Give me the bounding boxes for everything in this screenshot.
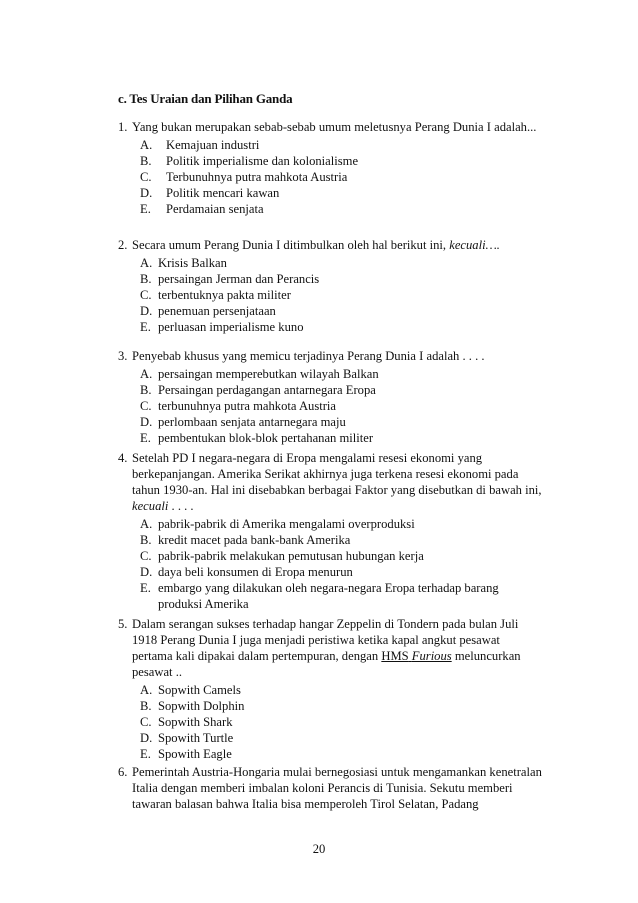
option-e: E. pembentukan blok-blok pertahanan militer (140, 431, 374, 445)
option-a: A. Kemajuan industri (140, 138, 260, 152)
question-number: 1. (118, 120, 128, 134)
option-e: E. perluasan imperialisme kuno (140, 320, 304, 334)
question-stem: Penyebab khusus yang memicu terjadinya Perang Dunia I adalah . . . . (132, 349, 485, 363)
section-title: c. Tes Uraian dan Pilihan Ganda (118, 91, 293, 106)
option-a: A. Sopwith Camels (140, 683, 241, 697)
option-c: C. terbentuknya pakta militer (140, 288, 291, 302)
question-3 (118, 348, 542, 446)
option-c: C. Terbunuhnya putra mahkota Austria (140, 170, 348, 184)
question-number: 2. (118, 238, 128, 252)
option-e: E. Spowith Eagle (140, 747, 232, 761)
option-b: B. Politik imperialisme dan kolonialisme (140, 154, 359, 168)
option-c: C. terbunuhnya putra mahkota Austria (140, 399, 337, 413)
option-d: D. Spowith Turtle (140, 731, 234, 745)
option-d: D. penemuan persenjataan (140, 304, 276, 318)
option-d: D. Politik mencari kawan (140, 186, 280, 200)
option-c: C. Sopwith Shark (140, 715, 233, 729)
question-stem: Setelah PD I negara-negara di Eropa mengalami resesi ekonomi yang berkepanjangan. Amerika Serikat akhirnya juga terkena resesi ekonomi pada tahun 1930-an. Hal ini disebabkan berbagai Faktor yang disebutkan di bawah ini, kecuali . . . . (132, 451, 542, 513)
options-list (140, 137, 542, 217)
question-stem: Pemerintah Austria-Hongaria mulai bernegosiasi untuk mengamankan kenetralan Italia dengan memberi imbalan koloni Perancis di Tunisia. Sekutu memberi tawaran balasan bahwa Italia bisa memperoleh Tirol Selatan, Padang (132, 765, 542, 811)
option-b: B. kredit macet pada bank-bank Amerika (140, 533, 351, 547)
options-list (140, 516, 542, 612)
question-number: 4. (118, 451, 128, 465)
question-4 (118, 450, 542, 612)
question-stem: Dalam serangan sukses terhadap hangar Zeppelin di Tondern pada bulan Juli 1918 Perang Dunia I juga menjadi peristiwa ketika kapal angkut pesawat pertama kali dipakai dalam pertempuran, dengan HMS Furious meluncurkan pesawat .. (132, 617, 521, 679)
question-stem: Secara umum Perang Dunia I ditimbulkan oleh hal berikut ini, kecuali…. (132, 238, 500, 252)
question-5 (118, 616, 542, 762)
options-list (140, 682, 542, 762)
question-6 (118, 764, 542, 812)
options-list (140, 366, 542, 446)
question-1 (118, 119, 542, 217)
option-b: B. Persaingan perdagangan antarnegara Eropa (140, 383, 376, 397)
option-d: D. perlombaan senjata antarnegara maju (140, 415, 346, 429)
option-a: A. Krisis Balkan (140, 256, 227, 270)
question-2 (118, 237, 542, 335)
option-b: B. Sopwith Dolphin (140, 699, 245, 713)
question-number: 3. (118, 349, 128, 363)
option-c: C. pabrik-pabrik melakukan pemutusan hubungan kerja (140, 549, 424, 563)
option-a: A. persaingan memperebutkan wilayah Balkan (140, 367, 379, 381)
ship-name-link: HMS Furious (381, 649, 452, 663)
question-keyword: kecuali (132, 499, 169, 513)
question-stem: Yang bukan merupakan sebab-sebab umum meletusnya Perang Dunia I adalah... (132, 120, 537, 134)
options-list (140, 255, 542, 335)
question-number: 5. (118, 617, 128, 631)
option-e: E. embargo yang dilakukan oleh negara-negara Eropa terhadap barang produksi Amerika (140, 581, 499, 611)
page-number: 20 (312, 842, 326, 856)
option-b: B. persaingan Jerman dan Perancis (140, 272, 320, 286)
question-number: 6. (118, 765, 128, 779)
option-a: A. pabrik-pabrik di Amerika mengalami overproduksi (140, 517, 415, 531)
option-d: D. daya beli konsumen di Eropa menurun (140, 565, 353, 579)
option-e: E. Perdamaian senjata (140, 202, 264, 216)
question-keyword: kecuali…. (449, 238, 500, 252)
